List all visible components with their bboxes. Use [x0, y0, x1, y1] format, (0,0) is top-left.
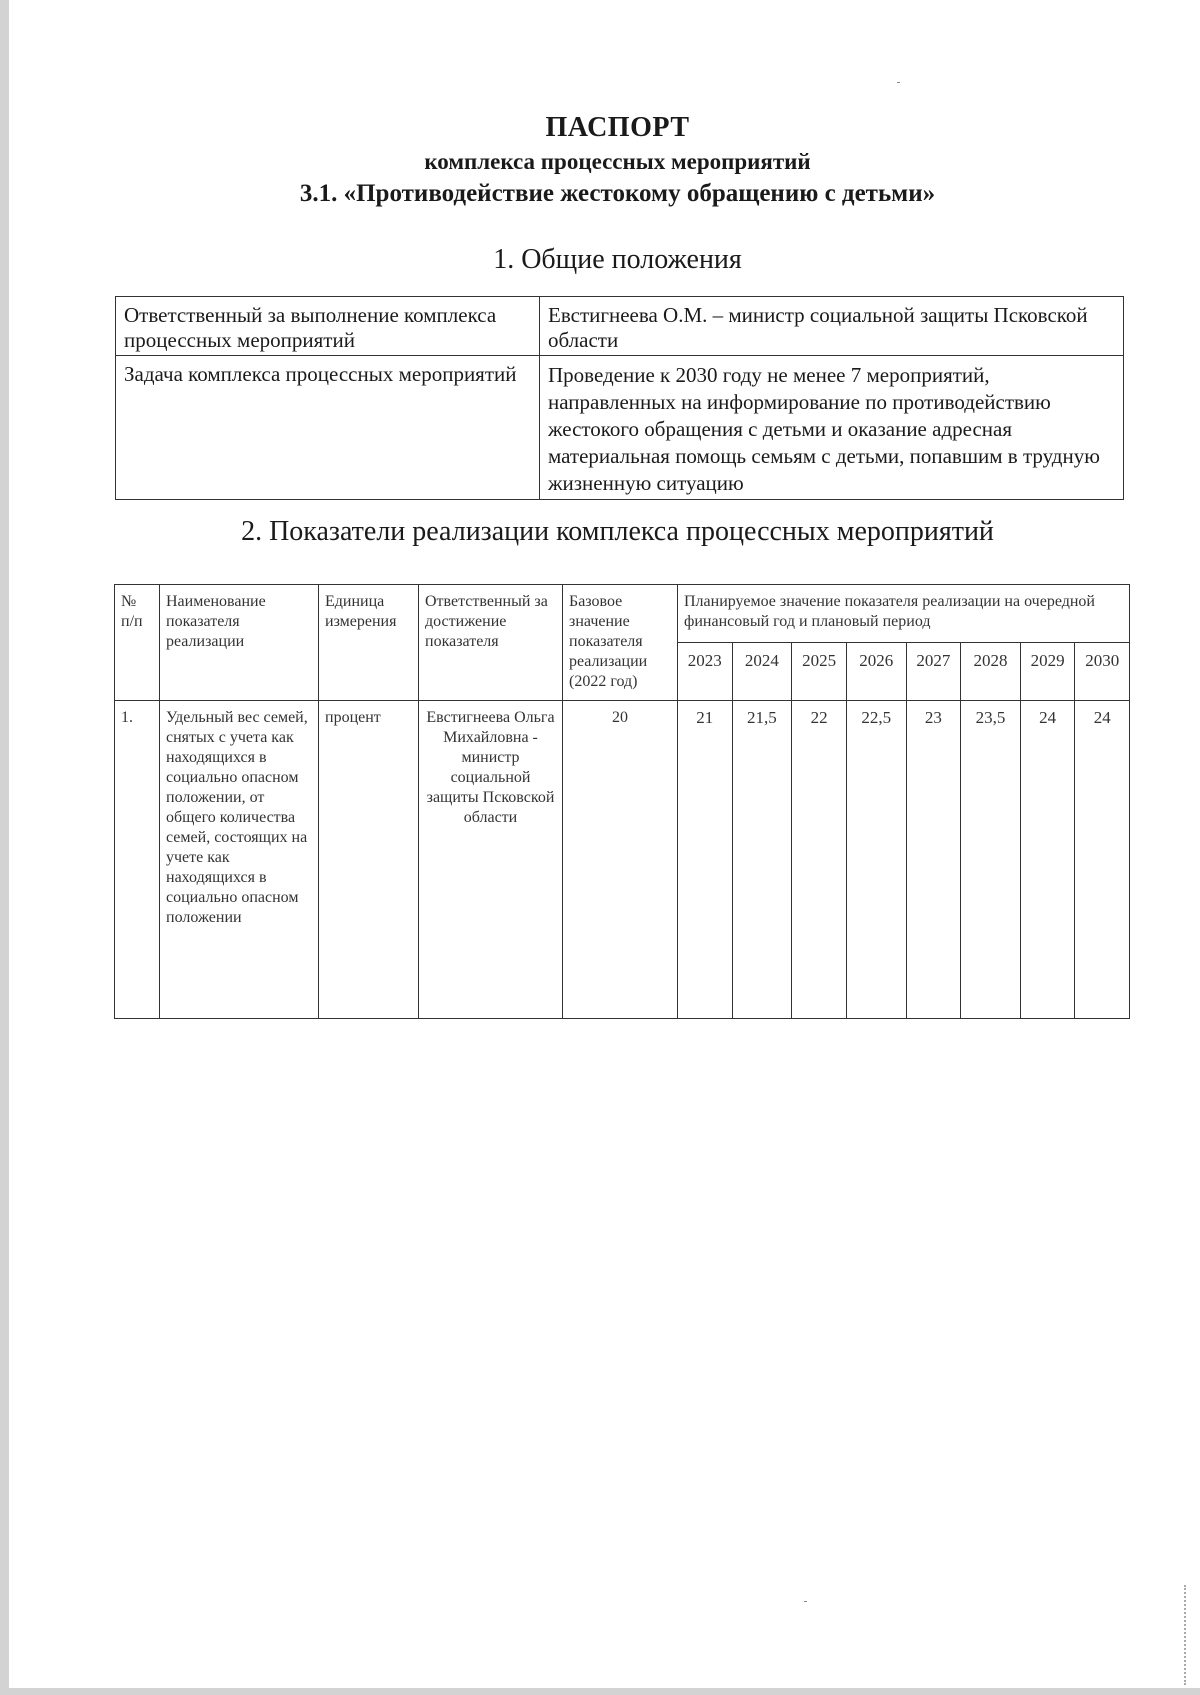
table-row — [116, 356, 1124, 500]
row-name: Удельный вес семей, снятых с учета как находящихся в социально опасном положении, от общего количества семей, состоящих на учете как находящихся в социально опасном положении — [160, 701, 319, 1019]
column-header-num: № п/п — [115, 585, 160, 701]
section-heading-general: 1. Общие положения — [493, 244, 742, 275]
table-row — [116, 297, 1124, 356]
row-num: 1. — [115, 701, 160, 1019]
complex-name: 3.1. «Противодействие жестокому обращению с детьми» — [299, 180, 936, 207]
row-value-2025: 22 — [792, 701, 847, 1019]
row-base-value: 20 — [563, 701, 678, 1019]
task-label: Задача комплекса процессных мероприятий — [116, 356, 540, 500]
column-header-planned: Планируемое значение показателя реализации на очередной финансовый год и плановый период — [678, 585, 1130, 643]
row-value-2026: 22,5 — [846, 701, 906, 1019]
document-title: ПАСПОРТ — [545, 112, 690, 143]
responsible-value: Евстигнеева О.М. – министр социальной защиты Псковской области — [540, 297, 1124, 356]
table-row — [115, 701, 1130, 1019]
responsible-label: Ответственный за выполнение комплекса процессных мероприятий — [116, 297, 540, 356]
column-header-base: Базовое значение показателя реализации (2022 год) — [563, 585, 678, 701]
indicators-table — [114, 584, 1130, 1019]
row-value-2023: 21 — [678, 701, 733, 1019]
document-subtitle: комплекса процессных мероприятий — [424, 149, 811, 174]
task-value: Проведение к 2030 году не менее 7 мероприятий, направленных на информирование по противодействию жестокого обращения с детьми и оказание адресная материальная помощь семьям с детьми, попавшим в трудную жизненную ситуацию — [540, 356, 1124, 500]
scan-edge — [1184, 1585, 1200, 1685]
row-value-2028: 23,5 — [961, 701, 1021, 1019]
general-provisions-table — [115, 296, 1124, 500]
section-heading-indicators: 2. Показатели реализации комплекса процессных мероприятий — [241, 516, 994, 547]
row-responsible: Евстигнеева Ольга Михайловна - министр социальной защиты Псковской области — [419, 701, 563, 1019]
row-value-2024: 21,5 — [732, 701, 792, 1019]
year-header: 2024 — [732, 643, 792, 701]
column-header-name: Наименование показателя реализации — [160, 585, 319, 701]
row-value-2029: 24 — [1020, 701, 1075, 1019]
scan-speck — [897, 82, 900, 83]
year-header: 2030 — [1075, 643, 1130, 701]
year-header: 2028 — [961, 643, 1021, 701]
row-unit: процент — [319, 701, 419, 1019]
year-header: 2025 — [792, 643, 847, 701]
column-header-responsible: Ответственный за достижение показателя — [419, 585, 563, 701]
year-header: 2026 — [846, 643, 906, 701]
year-header: 2023 — [678, 643, 733, 701]
scan-speck — [804, 1601, 807, 1602]
row-value-2027: 23 — [906, 701, 961, 1019]
column-header-unit: Единица измерения — [319, 585, 419, 701]
year-header: 2029 — [1020, 643, 1075, 701]
row-value-2030: 24 — [1075, 701, 1130, 1019]
table-header-row — [115, 585, 1130, 643]
year-header: 2027 — [906, 643, 961, 701]
